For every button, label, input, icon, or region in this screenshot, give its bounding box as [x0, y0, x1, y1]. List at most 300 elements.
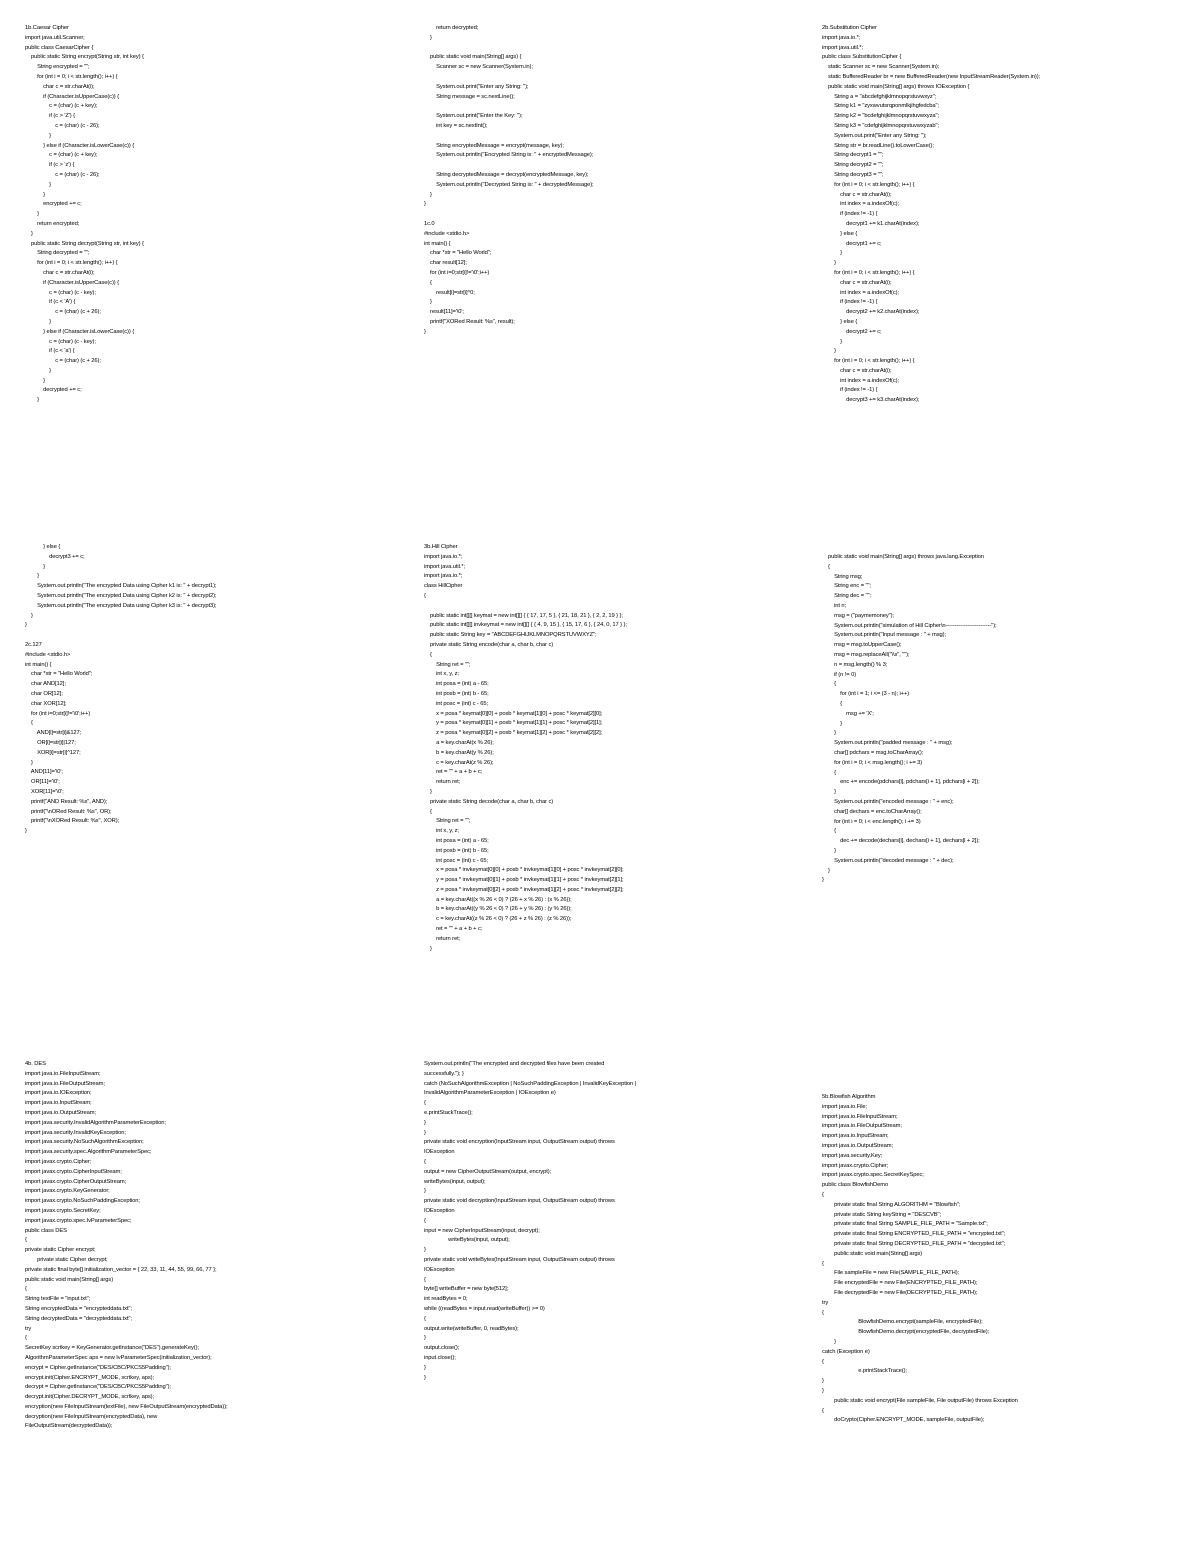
code-line: b = key.charAt(y % 26);: [424, 749, 494, 756]
code-line: x = posa * invkeymat[0][0] + posb * invkeymat[1][0] + posc * invkeymat[2][0];: [424, 867, 624, 874]
code-line: char *str = "Hello World";: [424, 250, 492, 257]
code-line: char c = str.charAt(i);: [25, 269, 95, 276]
code-line: String encryptedMessage = encrypt(message, key);: [424, 142, 564, 149]
code-line: c = (char) (c - 26);: [25, 171, 100, 178]
code-line: }: [25, 563, 45, 570]
code-line: [424, 102, 794, 112]
code-line: n = msg.length() % 3;: [822, 661, 888, 668]
code-line: public static int[][] keymat = new int[][] { { 17, 17, 5 }, { 21, 18, 21 }, { 2, 2, 19 } };: [424, 612, 623, 619]
code-line: System.out.println("The encrypted Data using Cipher k2 is: " + decrypt2);: [25, 592, 217, 599]
code-line: int n;: [822, 602, 847, 609]
code-line: OR[i]=str[i]|127;: [25, 739, 76, 746]
code-line: public static void main(String[] args) throws java.lang.Exception: [822, 554, 984, 560]
code-line: }: [822, 260, 836, 267]
code-line: {: [424, 1100, 426, 1107]
code-line: catch (NoSuchAlgorithmException | NoSuchPaddingException | InvalidKeyException |: [424, 1080, 637, 1087]
code-line: }: [25, 318, 52, 325]
code-line: }: [25, 211, 39, 218]
code-line: {: [424, 808, 432, 815]
code-line: a = key.charAt(x % 26);: [424, 739, 494, 746]
code-line: int main() {: [424, 240, 451, 247]
code-line: y = posa * invkeymat[0][1] + posb * invkeymat[1][1] + posc * invkeymat[2][1];: [424, 877, 624, 884]
code-line: if (index != -1) {: [822, 299, 878, 306]
code-line: [424, 602, 794, 612]
code-line: char c = str.charAt(i);: [822, 279, 892, 286]
code-line: {: [822, 769, 836, 776]
code-line: result[11]='\0';: [424, 309, 464, 316]
code-line: import javax.crypto.spec.IvParameterSpec;: [25, 1217, 132, 1224]
code-line: public static void main(String[] args): [25, 1276, 114, 1283]
code-line: System.out.println("decoded message : " + dec);: [822, 857, 954, 864]
code-line: try: [25, 1325, 32, 1332]
code-line: }: [25, 230, 33, 237]
code-line: char OR[12];: [25, 690, 63, 697]
code-line: {: [822, 563, 830, 570]
code-line: decrypt2 += k2.charAt(index);: [822, 309, 920, 316]
code-line: if (n != 0): [822, 671, 857, 678]
code-line: }: [424, 34, 432, 41]
code-line: String decrypt1 = "";: [822, 152, 884, 159]
code-line: int posb = (int) b - 65;: [424, 690, 489, 697]
code-line: c = (char) (c - key);: [25, 289, 96, 296]
code-line: printf("AND Result: %s", AND);: [25, 798, 108, 805]
code-line: } else {: [822, 318, 858, 325]
code-line: {: [822, 1260, 824, 1267]
code-line: String encryptedData = "encrypteddata.txt";: [25, 1305, 132, 1312]
code-line: System.out.println("The encrypted and decrypted files have been created: [424, 1061, 605, 1067]
code-line: import java.util.*;: [822, 44, 863, 51]
code-line: String msg;: [822, 573, 863, 580]
code-line: doCrypto(Cipher.ENCRYPT_MODE, sampleFile, outputFile);: [822, 1417, 985, 1424]
code-line: String dec = "";: [822, 593, 871, 600]
code-line: for (int i = 0; i < str.length(); i++) {: [25, 260, 118, 267]
code-line: {: [822, 1407, 824, 1414]
code-line: System.out.print("Enter the Key: ");: [424, 113, 523, 120]
code-line: }: [424, 1335, 426, 1342]
code-line: }: [424, 1188, 426, 1195]
code-line: public static String decrypt(String str, int key) {: [25, 240, 144, 247]
code-line: FileOutputStream(decryptedData));: [25, 1423, 113, 1430]
code-line: IOException: [424, 1149, 455, 1156]
code-line: x = posa * keymat[0][0] + posb * keymat[1][0] + posc * keymat[2][0];: [424, 710, 603, 717]
code-line: public class CaesarCipher {: [25, 44, 94, 51]
code-line: }: [822, 877, 824, 884]
code-line: }: [822, 250, 842, 257]
code-column-des: [25, 1060, 395, 1432]
code-line: [424, 44, 794, 54]
code-line: Scanner sc = new Scanner(System.in);: [424, 64, 533, 71]
code-line: c = (char) (c + key);: [25, 103, 98, 110]
code-line: }: [424, 299, 432, 306]
code-line: input.close();: [424, 1354, 456, 1361]
code-line: return ret;: [424, 935, 461, 942]
code-line: return encrypted;: [25, 220, 80, 227]
code-line: System.out.println("padded message : " + msg);: [822, 740, 953, 747]
code-line: decrypt3 += c;: [25, 553, 85, 560]
code-line: int posb = (int) b - 65;: [424, 847, 489, 854]
code-line: }: [424, 1119, 426, 1126]
code-line: {: [25, 1286, 27, 1293]
code-line: byte[] writeBuffer = new byte[512];: [424, 1286, 509, 1293]
code-line: {: [25, 1335, 27, 1342]
code-line: import javax.crypto.Cipher;: [25, 1158, 92, 1165]
code-line: try: [822, 1299, 829, 1306]
code-line: import java.io.InputStream;: [822, 1133, 889, 1140]
code-line: char c = str.charAt(i);: [25, 83, 95, 90]
code-line: String a = "abcdefghijklmnopqrstuvwxyz";: [822, 93, 937, 100]
code-line: c = (char) (c + 26);: [25, 309, 101, 316]
code-line: AND[i]=str[i]&127;: [25, 730, 82, 737]
code-line: } else if (Character.isLowerCase(c)) {: [25, 142, 135, 149]
code-line: {: [25, 1237, 27, 1244]
code-line: import java.io.FileInputStream;: [822, 1113, 898, 1120]
code-column-caesar-cipher: [25, 24, 395, 406]
code-line: decrypt1 += c;: [822, 240, 882, 247]
code-line: private static void writeBytes(InputStream input, OutputStream output) throws: [424, 1256, 615, 1263]
code-line: writeBytes(input, output);: [424, 1237, 510, 1244]
code-line: public static void main(String[] args) {: [424, 54, 522, 61]
code-line: }: [822, 789, 836, 796]
code-line: if (index != -1) {: [822, 387, 878, 394]
code-line: import java.io.FileInputStream;: [25, 1070, 101, 1077]
code-line: private static final byte[] initialization_vector = { 22, 33, 11, 44, 55, 99, 66, 77 };: [25, 1266, 217, 1273]
code-line: } else {: [25, 544, 61, 550]
code-line: msg = msg.replaceAll("\\s", "");: [822, 651, 910, 658]
code-line: ret = "" + a + b + c;: [424, 926, 483, 933]
code-line: System.out.println("Decrypted String is: " + decryptedMessage);: [424, 181, 594, 188]
code-line: a = key.charAt((x % 26 < 0) ? (26 + x % 26) : (x % 26));: [424, 896, 572, 903]
code-line: IOException: [424, 1207, 455, 1214]
code-line: output.write(writeBuffer, 0, readBytes);: [424, 1325, 519, 1332]
code-line: msg = msg.toUpperCase();: [822, 642, 902, 649]
code-line: e.printStackTrace();: [424, 1109, 473, 1116]
code-line: }: [25, 612, 33, 619]
code-line: for (int i = 0; i < str.length(); i++) {: [822, 181, 915, 188]
code-line: [25, 631, 395, 641]
code-line: }: [822, 1387, 824, 1394]
code-line: String textFile = "input.txt";: [25, 1296, 91, 1303]
code-line: BlowfishDemo.decrypt(encryptedFile, decryptedFile);: [822, 1329, 990, 1336]
code-line: int posa = (int) a - 65;: [424, 837, 489, 844]
code-line: 2b.Substitution Cipher: [822, 25, 877, 31]
code-line: {: [822, 681, 836, 688]
code-line: import java.io.InputStream;: [25, 1100, 92, 1107]
code-line: private static final String ALGORITHM = "Blowfish";: [822, 1201, 961, 1208]
code-line: public class SubstitutionCipher {: [822, 54, 902, 61]
code-line: XOR[11]='\0';: [25, 788, 64, 795]
code-line: }: [822, 348, 836, 355]
code-line: String decryptedMessage = decrypt(encryptedMessage, key);: [424, 171, 589, 178]
code-line: public static void encrypt(File sampleFile, File outputFile) throws Exception: [822, 1397, 1018, 1404]
code-line: c = (char) (c + 26);: [25, 358, 101, 365]
code-line: String ret = "";: [424, 661, 471, 668]
code-line: {: [424, 592, 426, 599]
code-line: }: [424, 1374, 426, 1381]
code-line: InvalidAlgorithmParameterException | IOException e): [424, 1090, 556, 1097]
code-line: if (index != -1) {: [822, 211, 878, 218]
code-line: decrypt2 += c;: [822, 328, 882, 335]
code-line: char c = str.charAt(i);: [822, 191, 892, 198]
code-line: String enc = "";: [822, 583, 871, 590]
code-line: for (int i = 0; i < str.length(); i++) {: [822, 358, 915, 365]
code-line: }: [424, 1364, 426, 1371]
code-line: } else if (Character.isLowerCase(c)) {: [25, 328, 135, 335]
code-line: import javax.crypto.Cipher;: [822, 1162, 889, 1169]
code-line: if (c > 'z') {: [25, 162, 75, 169]
code-line: [424, 210, 794, 220]
code-line: char[] pdchars = msg.toCharArray();: [822, 749, 924, 756]
code-line: import java.io.IOException;: [25, 1090, 92, 1097]
code-line: for (int i = 1; i <= (3 - n); i++): [822, 691, 910, 698]
code-line: }: [25, 377, 45, 384]
code-line: static Scanner sc = new Scanner(System.in);: [822, 64, 940, 71]
code-line: class HillCipher: [424, 583, 463, 590]
code-line: [424, 132, 794, 142]
code-column-des-methods: [424, 1060, 794, 1383]
code-line: {: [25, 720, 33, 727]
code-line: import java.security.NoSuchAlgorithmException;: [25, 1139, 144, 1146]
code-line: }: [424, 191, 432, 198]
code-line: import java.util.Scanner;: [25, 34, 85, 41]
code-line: 3b.Hill Cipher: [424, 544, 458, 550]
code-line: [424, 73, 794, 83]
code-line: encrypt.init(Cipher.ENCRYPT_MODE, scrtkey, aps);: [25, 1374, 154, 1381]
code-line: int key = sc.nextInt();: [424, 122, 488, 129]
code-line: public static void main(String[] args): [822, 1250, 923, 1257]
code-line: {: [822, 700, 842, 707]
code-line: String ret = "";: [424, 818, 471, 825]
code-line: {: [822, 1358, 824, 1365]
code-line: for (int i = 0; i < msg.length(); i += 3): [822, 759, 923, 766]
code-line: AlgorithmParameterSpec aps = new IvParameterSpec(initialization_vector);: [25, 1354, 212, 1361]
code-line: if (Character.isUpperCase(c)) {: [25, 93, 119, 100]
code-line: import javax.crypto.spec.SecretKeySpec;: [822, 1172, 924, 1179]
code-column-substitution-cipher: [822, 24, 1192, 406]
code-line: if (Character.isUpperCase(c)) {: [25, 279, 119, 286]
code-line: output = new CipherOutputStream(output, encrypt);: [424, 1168, 552, 1175]
code-line: return ret;: [424, 779, 461, 786]
code-line: decrypt = Cipher.getInstance("DES/CBC/PKCS5Padding");: [25, 1384, 171, 1391]
code-line: int readBytes = 0;: [424, 1296, 468, 1303]
code-line: {: [424, 1315, 426, 1322]
code-line: import java.security.InvalidAlgorithmParameterException;: [25, 1119, 166, 1126]
code-line: for (int i=0;str[i]!='\0';i++): [424, 269, 490, 276]
code-line: File sampleFile = new File(SAMPLE_FILE_PATH);: [822, 1270, 960, 1277]
code-line: enc += encode(pdchars[i], pdchars[i + 1], pdchars[i + 2]);: [822, 779, 980, 786]
code-line: encrypted += c;: [25, 201, 82, 208]
code-line: int posc = (int) c - 65;: [424, 700, 488, 707]
code-line: private static final String DECRYPTED_FILE_PATH = "decrypted.txt";: [822, 1240, 1006, 1247]
code-line: import javax.crypto.NoSuchPaddingException;: [25, 1198, 140, 1205]
code-line: }: [424, 1129, 426, 1136]
code-line: while ((readBytes = input.read(writeBuffer)) >= 0): [424, 1305, 545, 1312]
code-line: if (c < 'a') {: [25, 348, 75, 355]
code-line: y = posa * keymat[0][1] + posb * keymat[1][1] + posc * keymat[2][1];: [424, 720, 603, 727]
code-line: }: [424, 328, 426, 335]
code-line: for (int i = 0; i < enc.length(); i += 3): [822, 818, 921, 825]
code-line: import javax.crypto.CipherInputStream;: [25, 1168, 122, 1175]
code-line: String message = sc.nextLine();: [424, 93, 515, 100]
code-line: encryption(new FileInputStream(textFile), new FileOutputStream(encryptedData));: [25, 1403, 228, 1410]
code-line: String decrypted = "";: [25, 250, 90, 257]
code-line: }: [25, 191, 45, 198]
code-line: 4b. DES: [25, 1061, 46, 1067]
code-line: int index = a.indexOf(c);: [822, 201, 900, 208]
code-line: }: [424, 788, 432, 795]
code-line: import javax.crypto.CipherOutputStream;: [25, 1178, 127, 1185]
code-line: {: [822, 828, 836, 835]
code-column-substitution-end-and-or-xor: [25, 543, 395, 837]
code-line: public static int[][] invkeymat = new int[][] { { 4, 9, 15 }, { 15, 17, 6 }, { 24, 0, 17 } };: [424, 622, 627, 629]
code-line: decrypted += c;: [25, 387, 82, 394]
code-line: System.out.println("The encrypted Data using Cipher k3 is: " + decrypt3);: [25, 602, 217, 609]
code-line: private static Cipher encrypt;: [25, 1247, 96, 1254]
code-line: ret = "" + a + b + c;: [424, 769, 483, 776]
code-line: String k2 = "bcdefghijklmnopqrstuvwxyza";: [822, 113, 939, 120]
code-line: File encryptedFile = new File(ENCRYPTED_FILE_PATH);: [822, 1280, 978, 1287]
code-line: c = (char) (c + key);: [25, 152, 98, 159]
code-line: dec += decode(dechars[i], dechars[i + 1], dechars[i + 2]);: [822, 838, 980, 845]
code-line: 1c.0: [424, 220, 435, 227]
code-line: output.close();: [424, 1345, 460, 1352]
code-line: if (c > 'Z') {: [25, 113, 75, 120]
code-line: writeBytes(input, output);: [424, 1178, 486, 1185]
code-line: decrypt1 += k1.charAt(index);: [822, 220, 920, 227]
code-line: z = posa * invkeymat[0][2] + posb * invkeymat[1][2] + posc * invkeymat[2][2];: [424, 886, 624, 893]
code-line: decrypt3 += k3.charAt(index);: [822, 397, 920, 404]
code-line: BlowfishDemo.encrypt(sampleFile, encryptedFile);: [822, 1319, 983, 1326]
code-line: }: [25, 132, 52, 139]
code-line: }: [25, 622, 27, 629]
code-line: import java.io.*;: [424, 553, 463, 560]
code-line: }: [424, 945, 432, 952]
code-line: int index = a.indexOf(c);: [822, 377, 900, 384]
code-column-caesar-main-xor: [424, 24, 794, 338]
code-line: e.printStackTrace();: [822, 1368, 907, 1375]
code-line: String decrypt2 = "";: [822, 162, 884, 169]
code-line: 2c.127: [25, 641, 42, 648]
code-line: private static String encode(char a, char b, char c): [424, 641, 554, 648]
code-line: }: [25, 573, 39, 580]
code-line: int posc = (int) c - 65;: [424, 857, 488, 864]
code-line: public class BlowfishDemo: [822, 1182, 889, 1189]
code-line: int x, y, z;: [424, 828, 459, 835]
code-line: String decryptedData = "decrypteddata.txt";: [25, 1315, 132, 1322]
code-line: char c = str.charAt(i);: [822, 367, 892, 374]
code-line: printf("\nXORed Result: %s", XOR);: [25, 818, 120, 825]
code-line: msg += 'X';: [822, 710, 874, 717]
code-line: import java.security.InvalidKeyException;: [25, 1129, 126, 1136]
code-line: }: [25, 367, 52, 374]
code-line: char result[12];: [424, 260, 467, 267]
code-line: {: [822, 1309, 824, 1316]
code-line: 1b.Caesar Cipher: [25, 25, 69, 31]
code-line: {: [424, 1276, 426, 1283]
code-line: public static void main(String[] args) throws IOException {: [822, 83, 970, 90]
code-line: }: [25, 181, 52, 188]
code-line: c = key.charAt((z % 26 < 0) ? (26 + z % 26) : (z % 26));: [424, 916, 572, 923]
code-line: import java.io.*;: [424, 573, 463, 580]
code-line: }: [822, 867, 830, 874]
code-line: int main() {: [25, 661, 52, 668]
code-line: return decrypted;: [424, 25, 479, 31]
code-line: System.out.println("Input message : " + msg);: [822, 632, 946, 639]
code-line: import java.io.FileOutputStream;: [25, 1080, 105, 1087]
code-line: c = (char) (c - key);: [25, 338, 96, 345]
code-column-hill-cipher: [424, 543, 794, 954]
code-line: [424, 161, 794, 171]
code-line: char[] dechars = enc.toCharArray();: [822, 808, 922, 815]
code-line: }: [822, 338, 842, 345]
code-line: System.out.println("simulation of Hill Cipher\n-------------------------");: [822, 622, 997, 629]
code-line: printf("XORed Result: %s", result);: [424, 318, 515, 325]
code-line: msg = ("paymemoney");: [822, 612, 894, 619]
code-line: result[i]=str[i]^0;: [424, 289, 475, 296]
code-line: decrypt.init(Cipher.DECRYPT_MODE, scrtkey, aps);: [25, 1394, 154, 1401]
code-line: private static String decode(char a, char b, char c): [424, 798, 554, 805]
code-line: import java.security.Key;: [822, 1152, 883, 1159]
code-line: import java.util.*;: [424, 563, 465, 570]
code-line: import javax.crypto.SecretKey;: [25, 1207, 101, 1214]
code-line: import java.io.File;: [822, 1103, 868, 1110]
code-line: }: [822, 720, 842, 727]
code-line: for (int i = 0; i < str.length(); i++) {: [25, 73, 118, 80]
code-column-blowfish: [822, 1093, 1192, 1426]
code-line: System.out.println("Encrypted String is: " + encryptedMessage);: [424, 152, 594, 159]
code-line: import java.io.*;: [822, 34, 861, 41]
code-line: b = key.charAt((y % 26 < 0) ? (26 + y % 26) : (y % 26));: [424, 906, 572, 913]
code-line: z = posa * keymat[0][2] + posb * keymat[1][2] + posc * keymat[2][2];: [424, 730, 603, 737]
code-line: int x, y, z;: [424, 671, 459, 678]
code-line: catch (Exception e): [822, 1348, 870, 1355]
code-line: System.out.print("Enter any String: ");: [424, 83, 529, 90]
code-line: }: [25, 759, 33, 766]
code-line: }: [25, 828, 27, 835]
code-line: import java.io.FileOutputStream;: [822, 1123, 902, 1130]
code-line: String k1 = "zyxwvutsrqponmlkjihgfedcba";: [822, 103, 939, 110]
code-line: {: [424, 279, 432, 286]
code-line: private static final String ENCRYPTED_FILE_PATH = "encrypted.txt";: [822, 1231, 1006, 1238]
code-line: 5b.Blowfish Algorithm: [822, 1094, 876, 1100]
code-line: private static void decryption(InputStream input, OutputStream output) throws: [424, 1198, 615, 1205]
code-line: {: [424, 1217, 426, 1224]
code-line: AND[11]='\0';: [25, 769, 63, 776]
code-line: c = (char) (c - 26);: [25, 122, 100, 129]
code-line: if (c < 'A') {: [25, 299, 76, 306]
code-line: #include <stdio.h>: [424, 230, 470, 237]
code-line: for (int i = 0; i < str.length(); i++) {: [822, 269, 915, 276]
code-line: public static String key = "ABCDEFGHIJKLMNOPQRSTUVWXYZ";: [424, 632, 597, 639]
code-line: input = new CipherInputStream(input, decrypt);: [424, 1227, 540, 1234]
code-line: System.out.println("encoded message : " + enc);: [822, 798, 954, 805]
code-line: int posa = (int) a - 65;: [424, 681, 489, 688]
code-line: encrypt = Cipher.getInstance("DES/CBC/PKCS5Padding");: [25, 1364, 171, 1371]
code-line: }: [25, 397, 39, 404]
code-line: c = key.charAt(z % 26);: [424, 759, 494, 766]
code-line: String k3 = "cdefghijklmnopqrstuvwxyzab";: [822, 122, 939, 129]
code-line: public class DES: [25, 1227, 67, 1234]
code-line: import java.security.spec.AlgorithmParameterSpec;: [25, 1149, 152, 1156]
code-line: char *str = "Hello World";: [25, 671, 93, 678]
code-line: System.out.print("Enter any String: ");: [822, 132, 927, 139]
code-line: private static final String SAMPLE_FILE_PATH = "Sample.txt";: [822, 1221, 988, 1228]
code-line: public static String encrypt(String str, int key) {: [25, 54, 144, 61]
code-line: }: [822, 1338, 836, 1345]
code-line: {: [424, 1158, 426, 1165]
code-line: OR[11]='\0';: [25, 779, 60, 786]
code-line: successfully."); }: [424, 1070, 464, 1077]
code-line: {: [822, 1191, 824, 1198]
